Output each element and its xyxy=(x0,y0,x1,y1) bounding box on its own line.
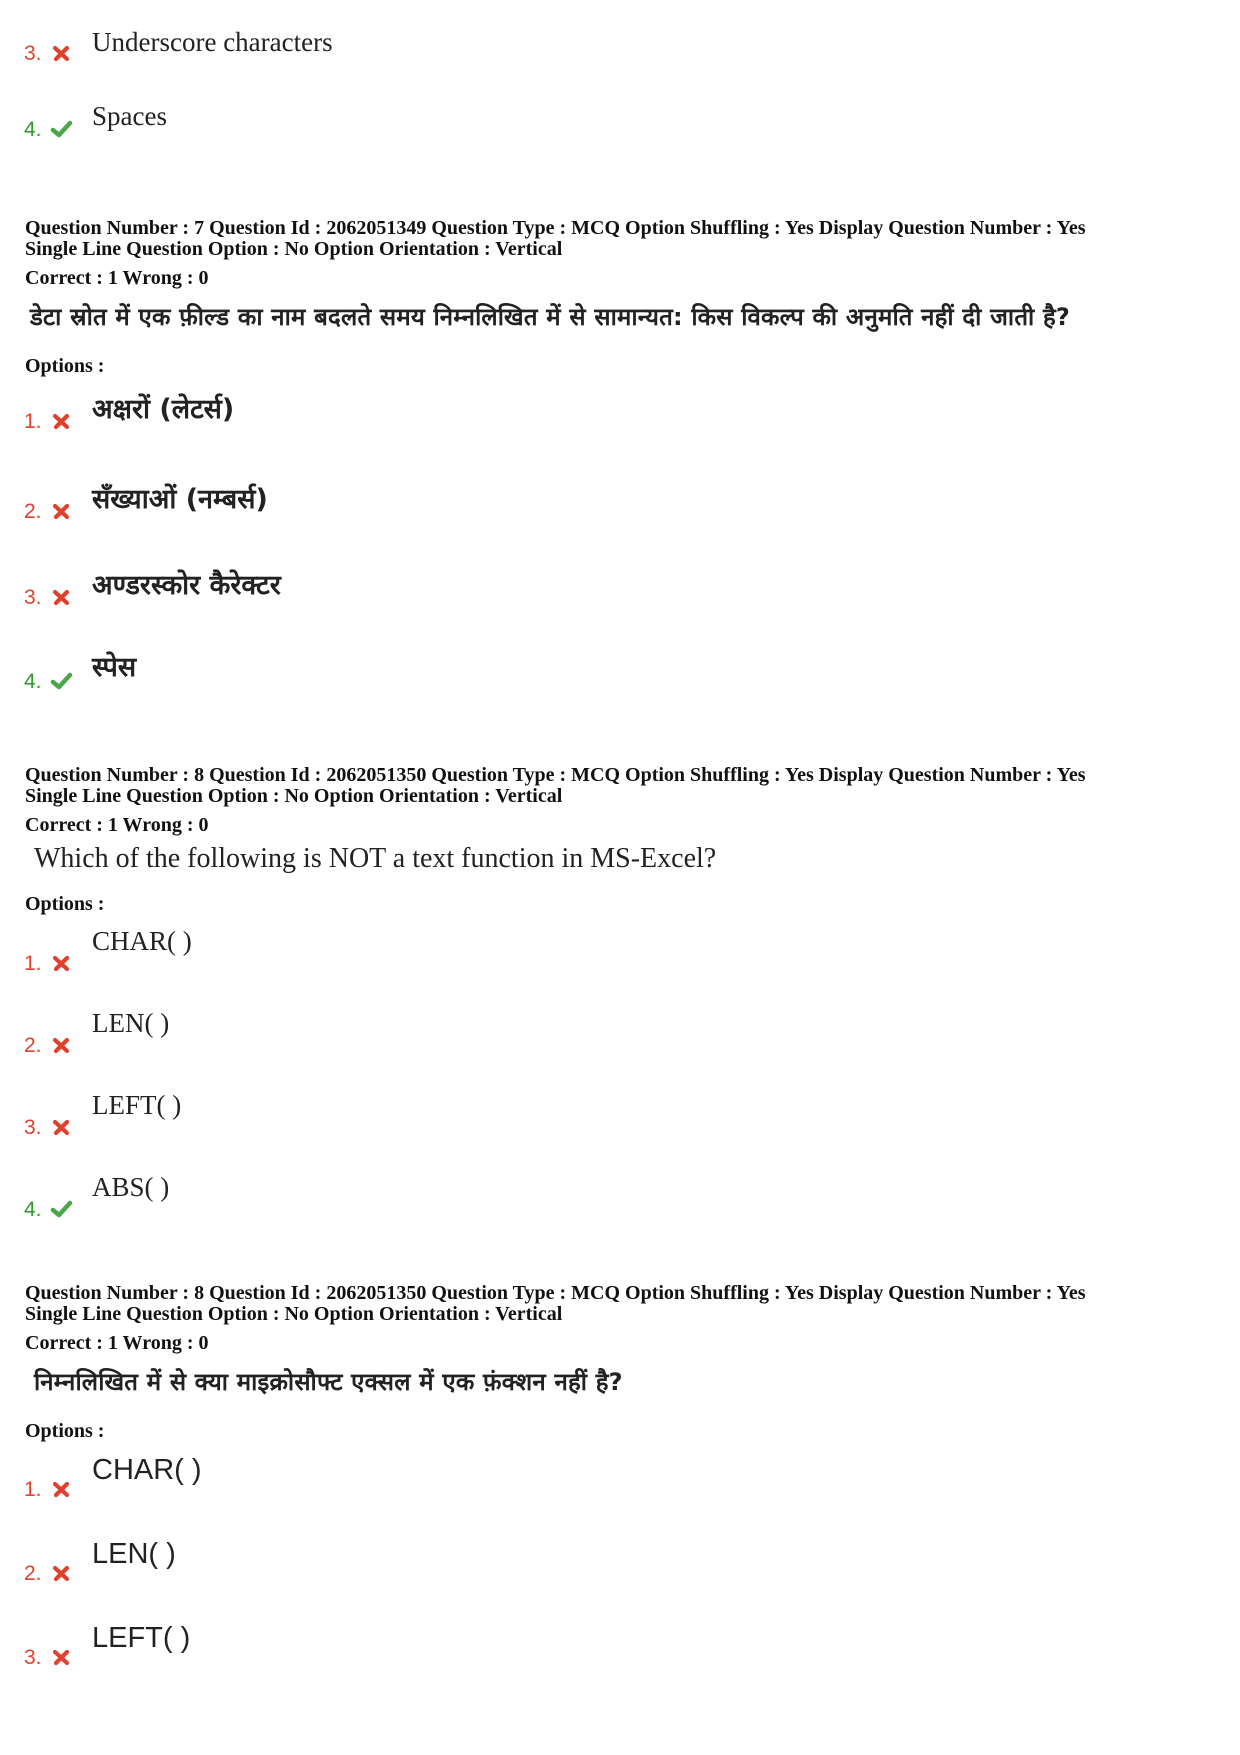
question-meta-line: Question Number : 8 Question Id : 2062051350 Question Type : MCQ Option Shuffling : Yes Display Question Number : Yes xyxy=(25,764,1086,786)
question-meta-line: Question Number : 7 Question Id : 2062051349 Question Type : MCQ Option Shuffling : Yes Display Question Number : Yes xyxy=(25,217,1086,239)
cross-icon xyxy=(50,410,72,432)
cross-icon xyxy=(50,952,72,974)
question-meta-line: Single Line Question Option : No Option Orientation : Vertical xyxy=(25,1303,563,1325)
option-text: LEN( ) xyxy=(92,1008,170,1038)
options-label: Options : xyxy=(25,355,105,377)
cross-icon xyxy=(50,1478,72,1500)
option-text: LEN( ) xyxy=(92,1538,176,1570)
option-number: 4. xyxy=(24,670,42,693)
marks-line: Correct : 1 Wrong : 0 xyxy=(25,814,209,836)
option-number: 4. xyxy=(24,118,42,141)
option-number: 2. xyxy=(24,1034,42,1057)
option-text: अक्षरों (लेटर्स) xyxy=(92,394,235,425)
cross-icon xyxy=(50,586,72,608)
option-text: Underscore characters xyxy=(92,27,333,57)
marks-line: Correct : 1 Wrong : 0 xyxy=(25,1332,209,1354)
option-number: 3. xyxy=(24,586,42,609)
option-number: 2. xyxy=(24,1562,42,1585)
question-text: डेटा स्रोत में एक फ़ील्ड का नाम बदलते समय निम्नलिखित में से सामान्यत: किस विकल्प की अनुमति नहीं दी जाती है? xyxy=(30,303,1071,331)
option-number: 1. xyxy=(24,410,42,433)
option-text: अण्डरस्कोर कैरेक्टर xyxy=(92,570,281,601)
option-text: CHAR( ) xyxy=(92,926,192,956)
cross-icon xyxy=(50,500,72,522)
cross-icon xyxy=(50,1562,72,1584)
question-meta-line: Question Number : 8 Question Id : 2062051350 Question Type : MCQ Option Shuffling : Yes Display Question Number : Yes xyxy=(25,1282,1086,1304)
option-text: सँख्याओं (नम्बर्स) xyxy=(92,484,268,515)
option-number: 1. xyxy=(24,952,42,975)
option-text: Spaces xyxy=(92,101,167,131)
option-text: ABS( ) xyxy=(92,1172,170,1202)
option-text: स्पेस xyxy=(92,652,137,683)
check-icon xyxy=(50,1198,72,1220)
option-number: 3. xyxy=(24,42,42,65)
cross-icon xyxy=(50,1646,72,1668)
option-number: 3. xyxy=(24,1116,42,1139)
cross-icon xyxy=(50,1116,72,1138)
option-number: 1. xyxy=(24,1478,42,1501)
question-meta-line: Single Line Question Option : No Option Orientation : Vertical xyxy=(25,238,563,260)
cross-icon xyxy=(50,1034,72,1056)
options-label: Options : xyxy=(25,1420,105,1442)
option-number: 3. xyxy=(24,1646,42,1669)
question-meta-line: Single Line Question Option : No Option Orientation : Vertical xyxy=(25,785,563,807)
option-number: 4. xyxy=(24,1198,42,1221)
options-label: Options : xyxy=(25,893,105,915)
option-text: LEFT( ) xyxy=(92,1622,191,1654)
option-text: CHAR( ) xyxy=(92,1454,202,1486)
check-icon xyxy=(50,670,72,692)
question-text: Which of the following is NOT a text function in MS-Excel? xyxy=(34,843,717,874)
question-text: निम्नलिखित में से क्या माइक्रोसौफ्ट एक्सल में एक फ़ंक्शन नहीं है? xyxy=(34,1368,623,1396)
option-text: LEFT( ) xyxy=(92,1090,182,1120)
check-icon xyxy=(50,118,72,140)
option-number: 2. xyxy=(24,500,42,523)
cross-icon xyxy=(50,42,72,64)
marks-line: Correct : 1 Wrong : 0 xyxy=(25,267,209,289)
